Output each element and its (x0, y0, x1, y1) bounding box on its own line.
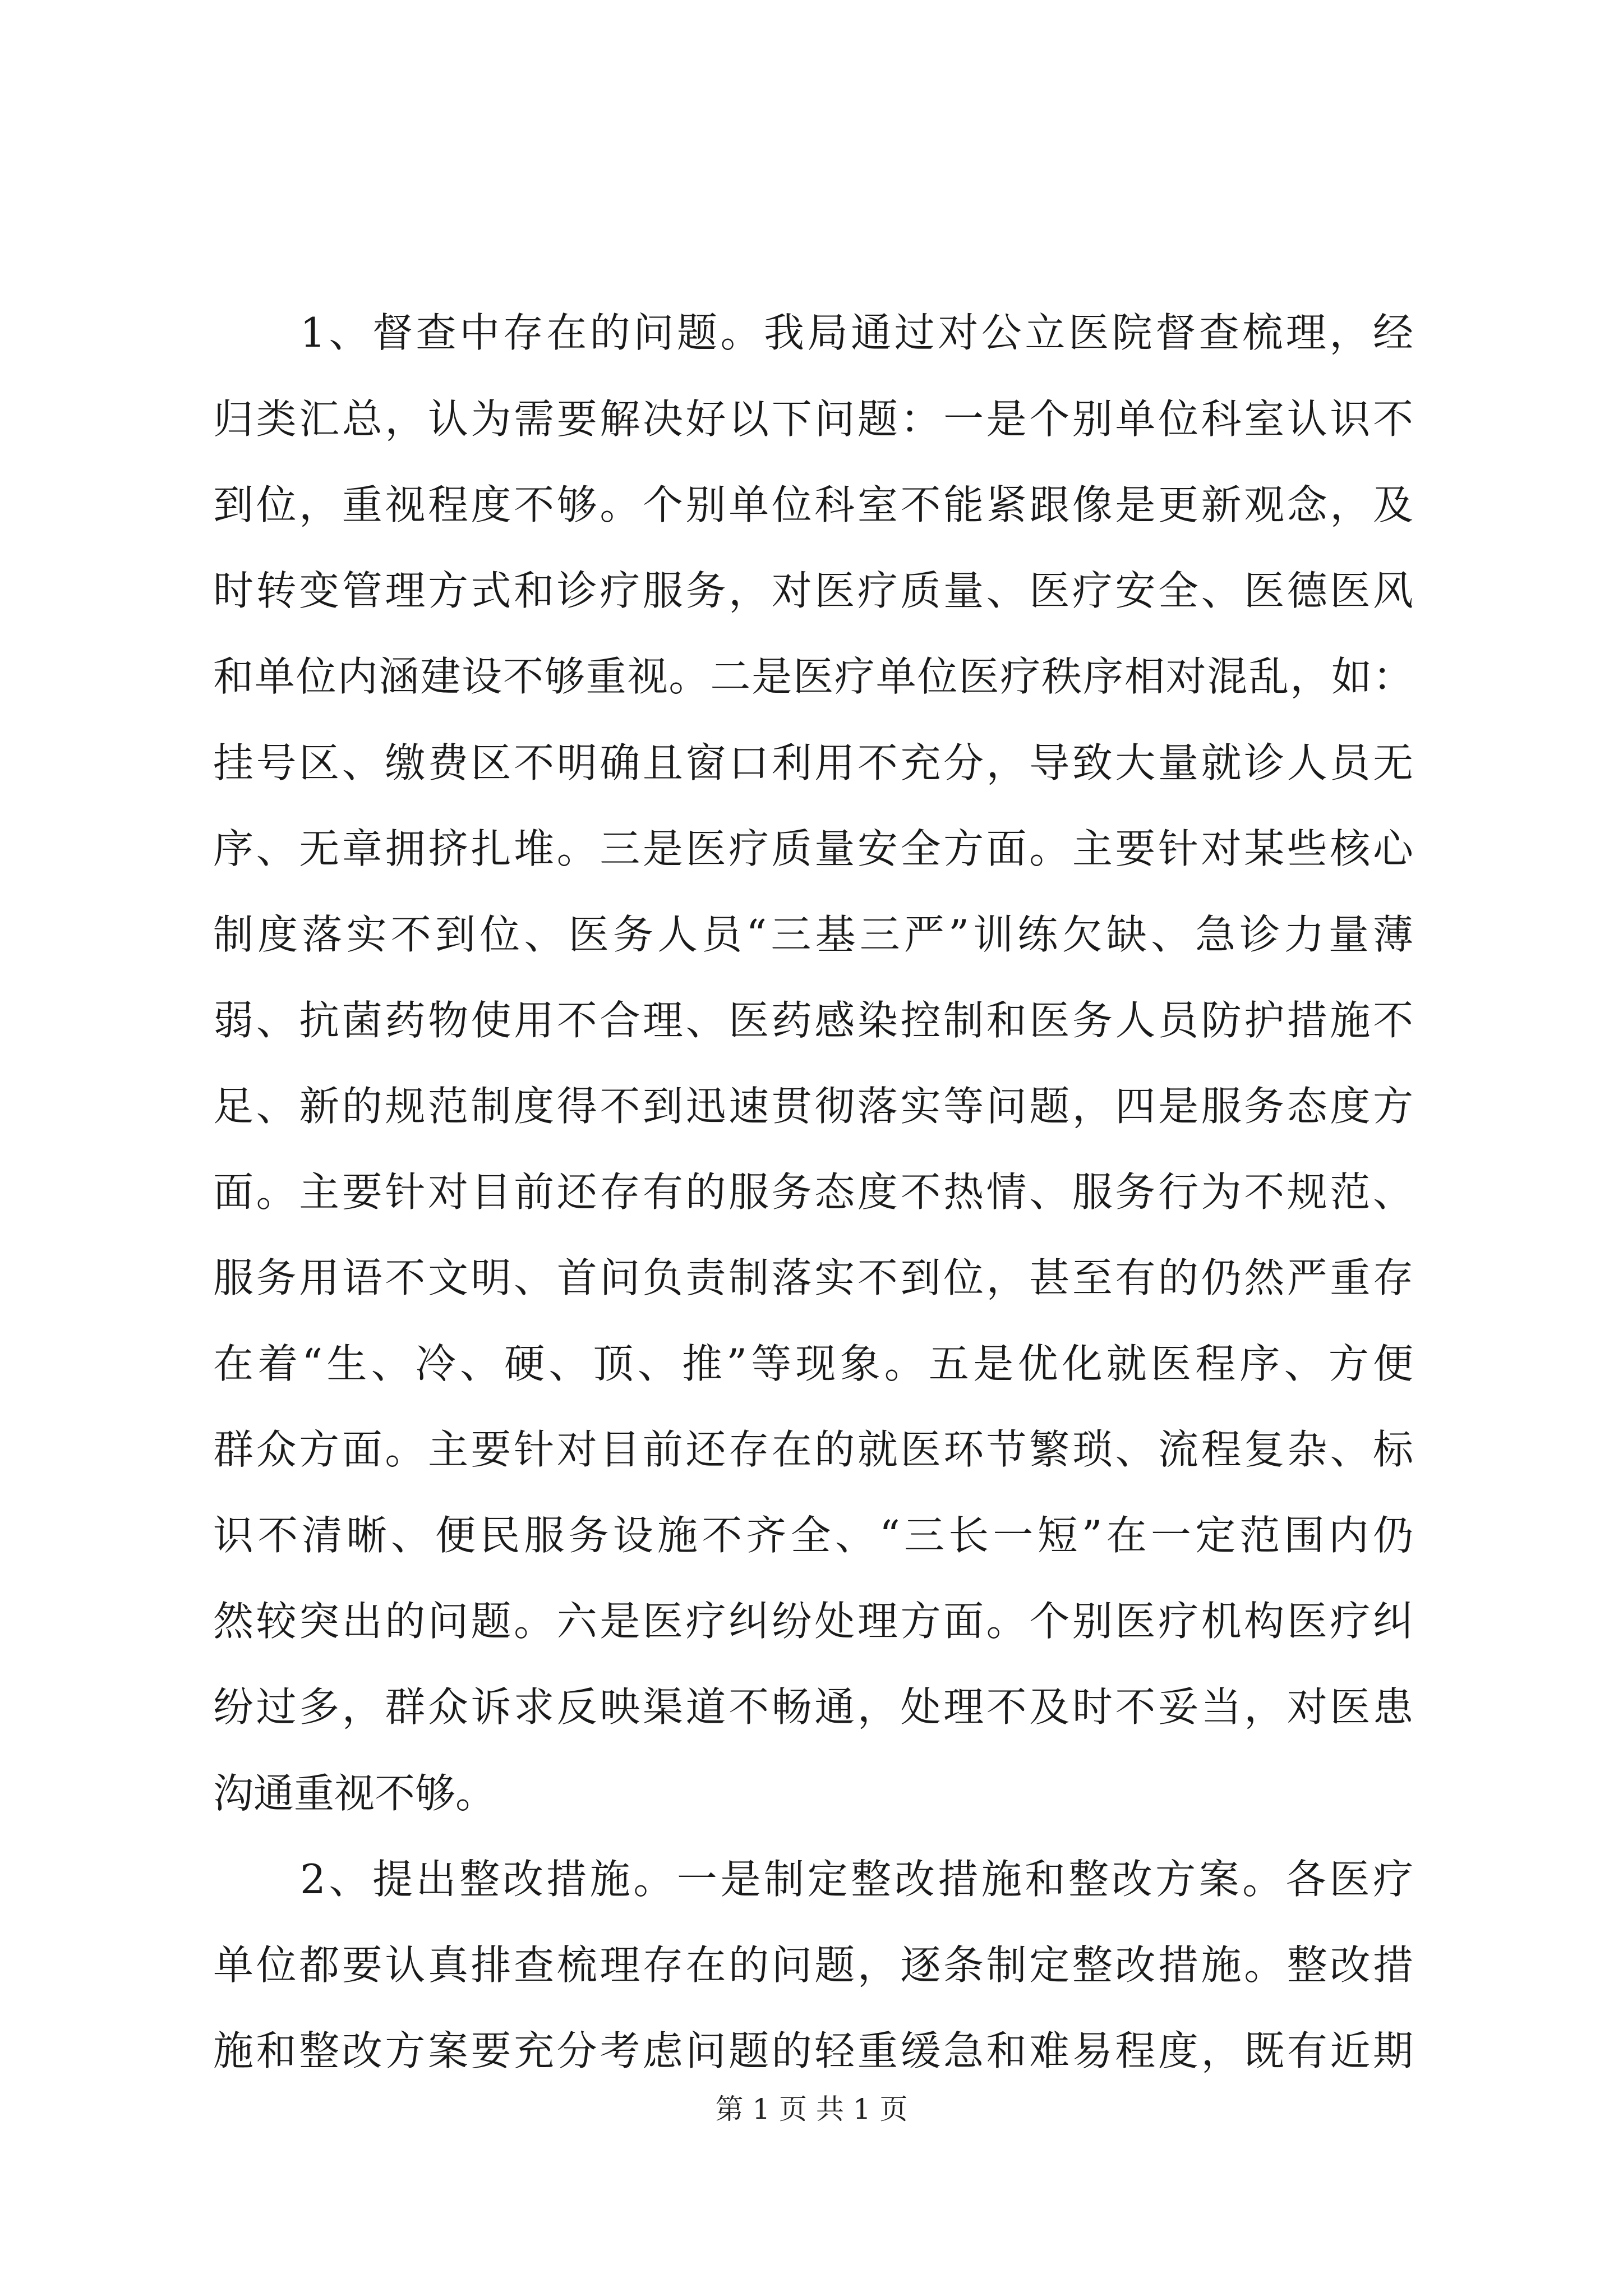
paragraph-1-line-10: 足、新的规范制度得不到迅速贯彻落实等问题，四是服务态度方 (213, 1083, 1413, 1130)
paragraph-1-line-1: 1、督查中存在的问题。我局通过对公立医院督查梳理，经 (300, 309, 1413, 356)
paragraph-1-line-11: 面。主要针对目前还存有的服务态度不热情、服务行为不规范、 (213, 1168, 1413, 1216)
paragraph-1-line-15: 识不清晰、便民服务设施不齐全、“三长一短”在一定范围内仍 (213, 1512, 1413, 1559)
paragraph-1-line-17: 纷过多，群众诉求反映渠道不畅通，处理不及时不妥当，对医患 (213, 1683, 1413, 1731)
paragraph-1-line-4: 时转变管理方式和诊疗服务，对医疗质量、医疗安全、医德医风 (213, 567, 1413, 614)
paragraph-1-line-14: 群众方面。主要针对目前还存在的就医环节繁琐、流程复杂、标 (213, 1426, 1413, 1473)
paragraph-1-line-5: 和单位内涵建设不够重视。二是医疗单位医疗秩序相对混乱，如： (213, 653, 1413, 700)
paragraph-1-line-16: 然较突出的问题。六是医疗纠纷处理方面。个别医疗机构医疗纠 (213, 1598, 1413, 1645)
paragraph-1-line-8: 制度落实不到位、医务人员“三基三严”训练欠缺、急诊力量薄 (213, 911, 1413, 958)
paragraph-2-line-1: 2、提出整改措施。一是制定整改措施和整改方案。各医疗 (300, 1856, 1413, 1903)
paragraph-1-line-3: 到位，重视程度不够。个别单位科室不能紧跟像是更新观念，及 (213, 481, 1413, 528)
paragraph-2-line-2: 单位都要认真排查梳理存在的问题，逐条制定整改措施。整改措 (213, 1941, 1413, 1989)
paragraph-1-line-13: 在着“生、冷、硬、顶、推”等现象。五是优化就医程序、方便 (213, 1340, 1413, 1387)
paragraph-1-line-12: 服务用语不文明、首问负责制落实不到位，甚至有的仍然严重存 (213, 1254, 1413, 1301)
paragraph-2-line-3: 施和整改方案要充分考虑问题的轻重缓急和难易程度，既有近期 (213, 2027, 1413, 2074)
paragraph-1-line-7: 序、无章拥挤扎堆。三是医疗质量安全方面。主要针对某些核心 (213, 825, 1413, 872)
paragraph-1-line-2: 归类汇总，认为需要解决好以下问题：一是个别单位科室认识不 (213, 395, 1413, 443)
paragraph-1-line-9: 弱、抗菌药物使用不合理、医药感染控制和医务人员防护措施不 (213, 997, 1413, 1044)
paragraph-1-line-6: 挂号区、缴费区不明确且窗口利用不充分，导致大量就诊人员无 (213, 739, 1413, 786)
page-number-footer: 第 1 页 共 1 页 (715, 2093, 908, 2125)
paragraph-1-line-18: 沟通重视不够。 (213, 1770, 496, 1817)
